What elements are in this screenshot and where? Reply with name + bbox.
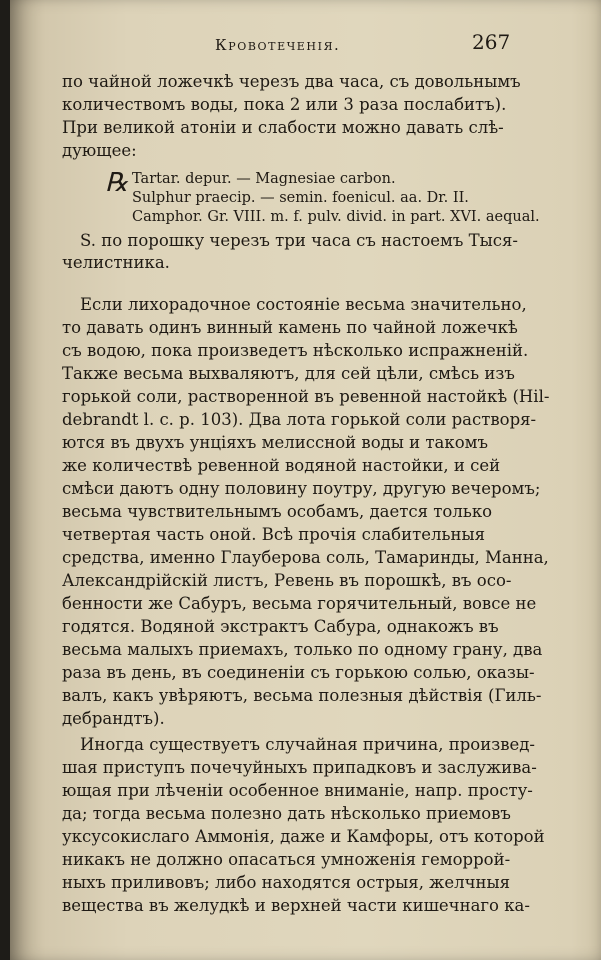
text-line: дебрандтъ). (62, 709, 165, 728)
text-line: Иногда существуетъ случайная причина, произвед- (80, 735, 535, 754)
text-line: смѣси даютъ одну половину поутру, другую вечеромъ; (62, 479, 541, 498)
page-number: 267 (472, 30, 511, 54)
text-line: никакъ не должно опасаться умноженія геморрой- (62, 850, 511, 869)
recipe-symbol: ℞ (105, 168, 129, 198)
text-line: четвертая часть оной. Всѣ прочія слабительныя (62, 525, 486, 544)
text-line: весьма малыхъ приемахъ, только по одному грану, два (62, 640, 543, 659)
text-line: раза въ день, въ соединеніи съ горькою солью, оказы- (62, 663, 535, 682)
text-line: то давать одинъ винный камень по чайной ложечкѣ (62, 318, 518, 337)
text-line: съ водою, пока произведетъ нѣсколько испражненій. (62, 341, 529, 360)
prescription-line: Camphor. Gr. VIII. m. f. pulv. divid. in part. XVI. aequal. (132, 209, 540, 225)
text-line: годятся. Водяной экстрактъ Сабура, однакожъ въ (62, 617, 499, 636)
text-line: дующее: (62, 141, 137, 160)
signa-line: S. по порошку черезъ три часа съ настоемъ Тыся- (80, 231, 518, 250)
book-page (10, 0, 601, 960)
text-line: по чайной ложечкѣ черезъ два часа, съ довольнымъ (62, 72, 521, 91)
text-line: валъ, какъ увѣряютъ, весьма полезныя дѣйствія (Гиль- (62, 686, 542, 705)
page-header (10, 30, 601, 58)
text-line: горькой соли, растворенной въ ревенной настойкѣ (Hil- (62, 387, 550, 406)
text-line: ются въ двухъ унціяхъ мелиссной воды и такомъ (62, 433, 488, 452)
text-line: количествомъ воды, пока 2 или 3 раза послабитъ). (62, 95, 507, 114)
text-line: Если лихорадочное состояніе весьма значительно, (80, 295, 527, 314)
running-title: Кровотеченія. (215, 36, 341, 54)
text-line: да; тогда весьма полезно дать нѣсколько приемовъ (62, 804, 511, 823)
text-line: бенности же Сабуръ, весьма горячительный, вовсе не (62, 594, 537, 613)
text-line: же количествѣ ревенной водяной настойки, и сей (62, 456, 501, 475)
prescription-line: Sulphur praecip. — semin. foenicul. aa. Dr. II. (132, 190, 469, 206)
text-line: шая приступъ почечуйныхъ припадковъ и заслужива- (62, 758, 537, 777)
prescription-line: Tartar. depur. — Magnesiae carbon. (132, 171, 396, 187)
text-line: Также весьма выхваляютъ, для сей цѣли, смѣсь изъ (62, 364, 515, 383)
text-line: debrandt l. c. p. 103). Два лота горькой соли растворя- (62, 410, 537, 429)
text-line: Александрійскій листъ, Ревень въ порошкѣ, въ осо- (62, 571, 512, 590)
signa-line: челистника. (62, 253, 170, 272)
text-line: средства, именно Глауберова соль, Тамаринды, Манна, (62, 548, 549, 567)
text-line: весьма чувствительнымъ особамъ, дается только (62, 502, 493, 521)
text-line: При великой атоніи и слабости можно давать слѣ- (62, 118, 504, 137)
text-line: уксусокислаго Аммонія, даже и Камфоры, отъ которой (62, 827, 545, 846)
text-line: вещества въ желудкѣ и верхней части кишечнаго ка- (62, 896, 530, 915)
text-line: ныхъ приливовъ; либо находятся острыя, желчныя (62, 873, 511, 892)
text-line: ющая при лѣченіи особенное вниманіе, напр. просту- (62, 781, 533, 800)
